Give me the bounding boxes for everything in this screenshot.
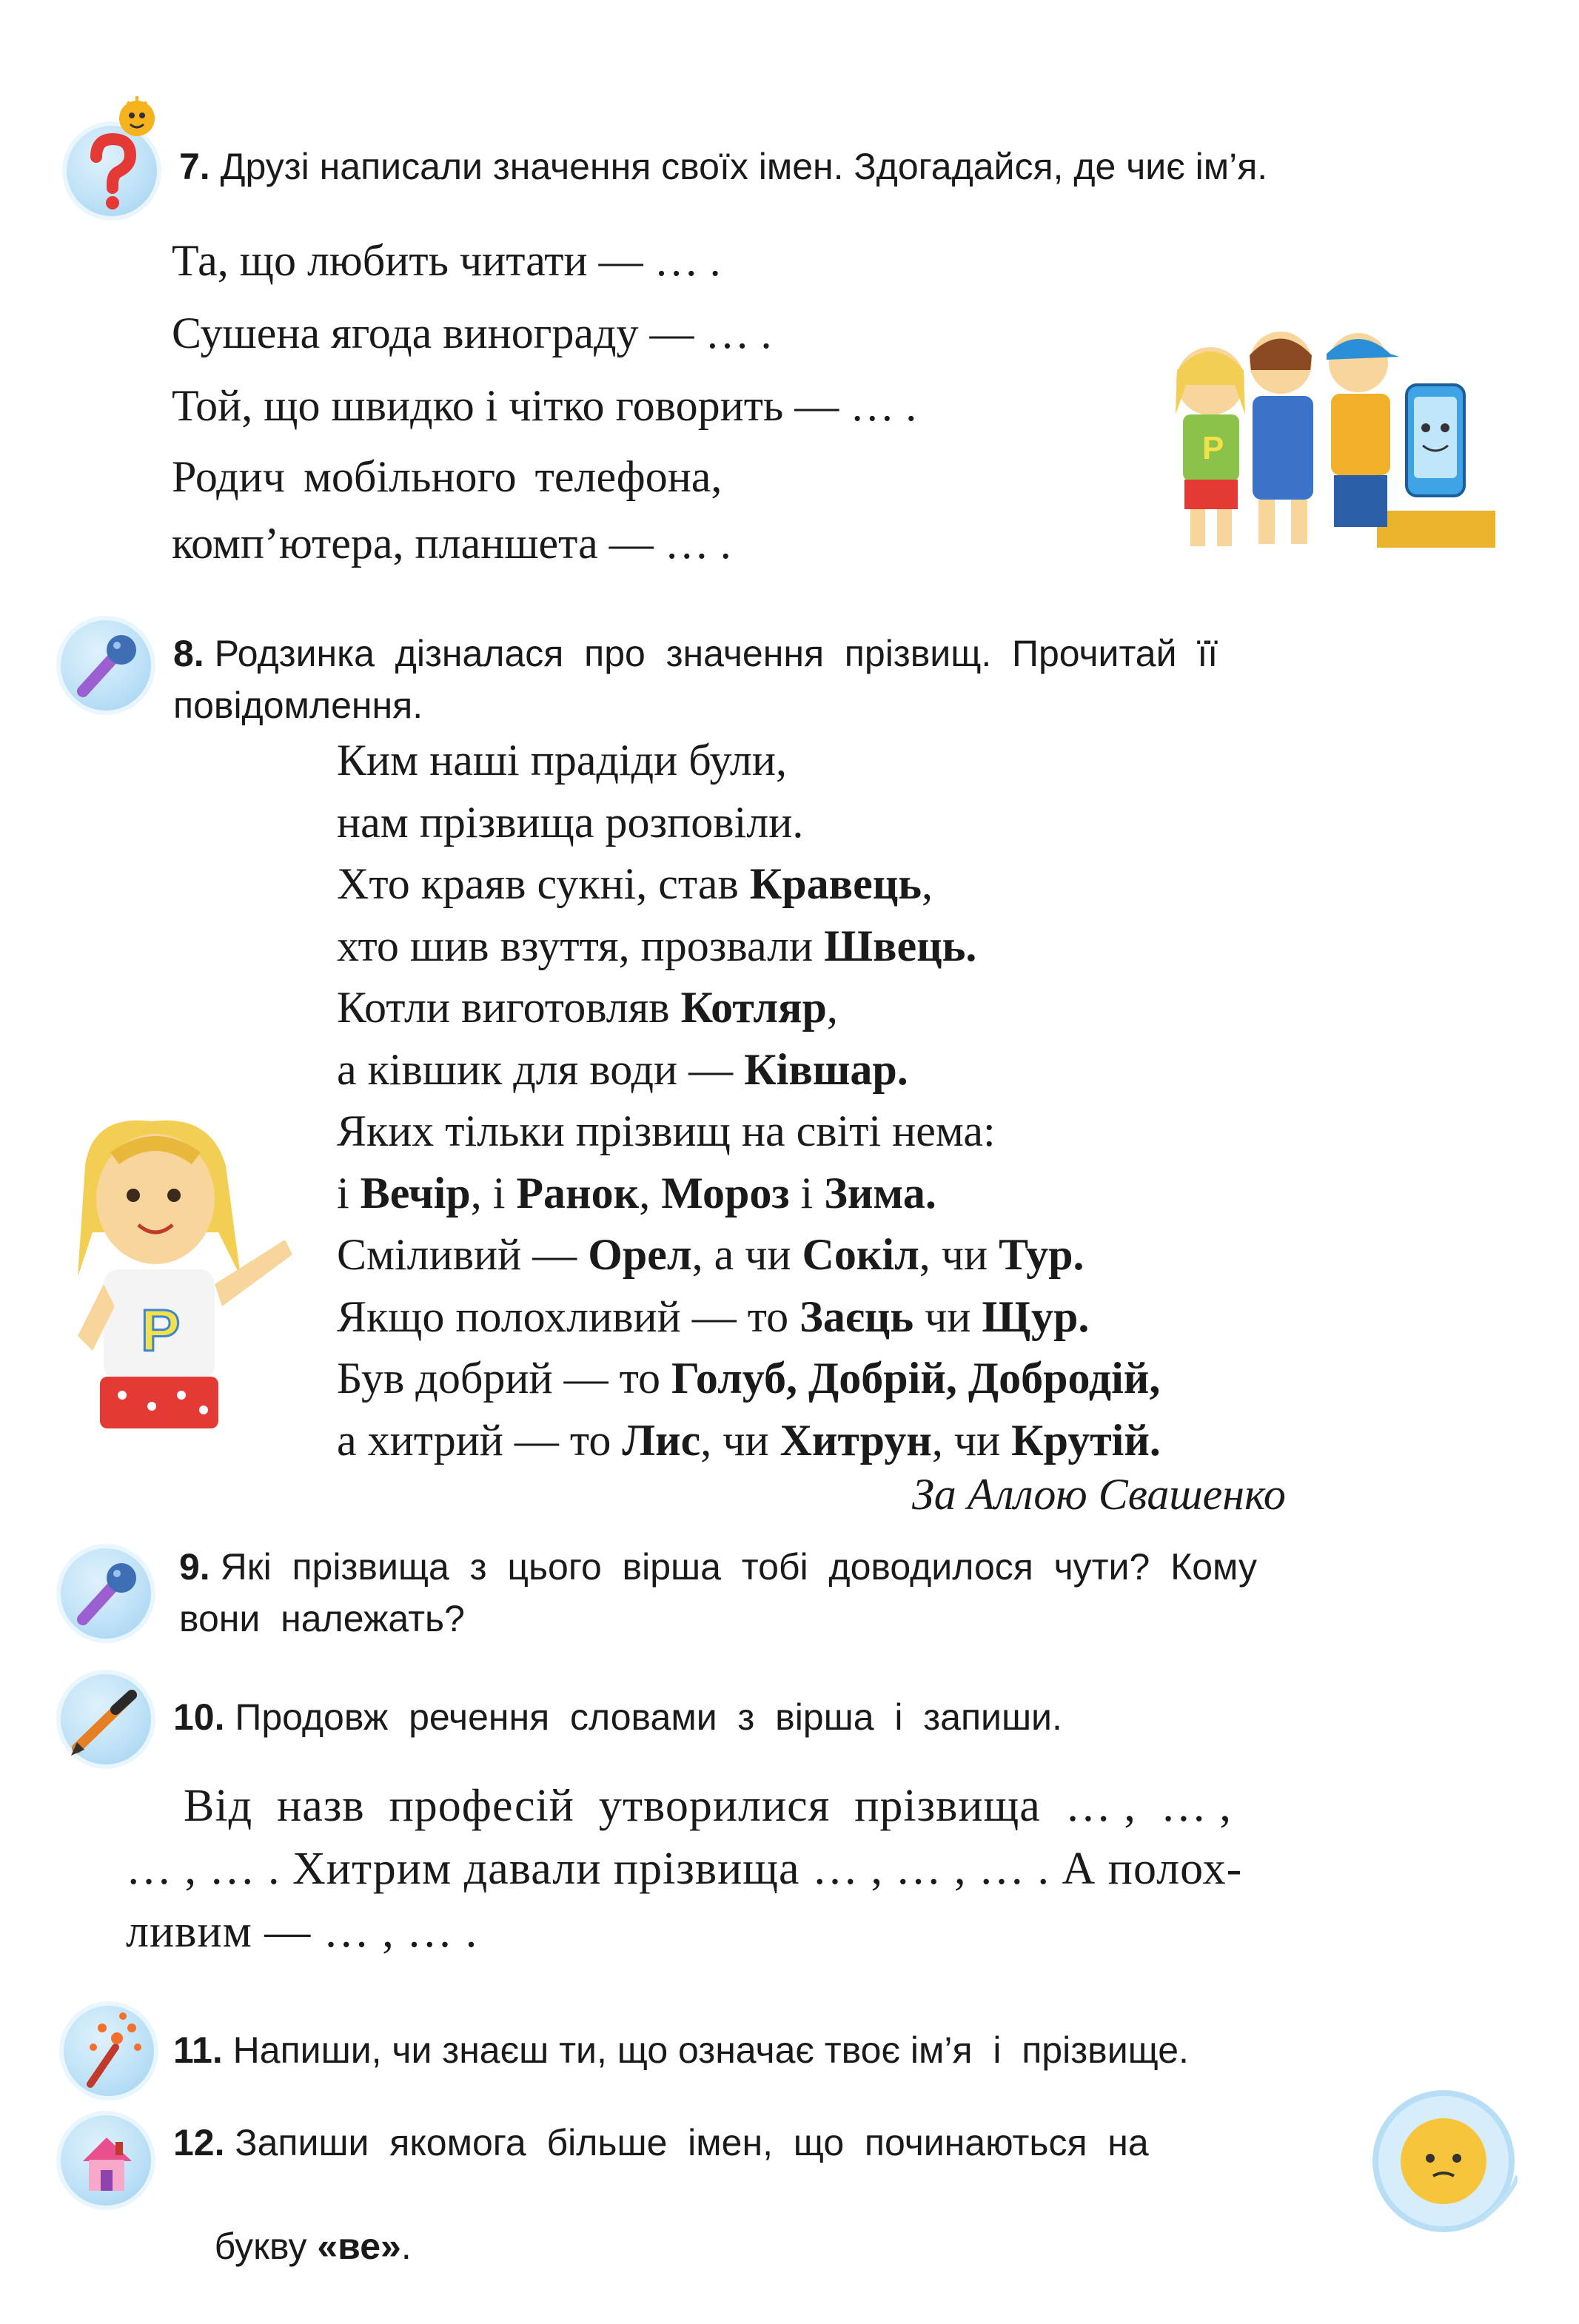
poem-text: Був добрий — то	[337, 1354, 671, 1403]
poem-line	[337, 1038, 908, 1101]
smiley-star-icon	[111, 90, 163, 142]
task7-line-1: Та, що любить читати — … .	[172, 236, 721, 285]
microphone-glyph	[61, 620, 151, 711]
house-glyph	[61, 2115, 151, 2206]
microphone-icon	[61, 620, 151, 711]
poem-line	[337, 853, 933, 915]
poem-surname: Ківшар.	[744, 1044, 908, 1094]
task8-number: 8.	[173, 633, 204, 674]
poem-line	[337, 1100, 996, 1162]
task7-prompt	[179, 141, 1267, 192]
poem-text: ,	[922, 859, 933, 908]
task12-letter: «ве»	[317, 2226, 401, 2267]
poem-text: , чи	[931, 1415, 1012, 1465]
poem-surname: Крутій.	[1011, 1415, 1161, 1465]
task7-line-4: Родич мобільного телефона,	[172, 452, 723, 501]
task12-prompt	[173, 2117, 1358, 2324]
task11-prompt-text: Напиши, чи знаєш ти, що означає твоє ім’я і прізвище.	[232, 2029, 1189, 2071]
task8-prompt-line1: Родзинка дізналася про значення прізвищ. Прочитай її	[214, 633, 1218, 674]
task9-line2: вони належать?	[179, 1598, 465, 1639]
poem-text: чи	[913, 1292, 982, 1341]
poem-text: Яких тільки прізвищ на світі нема:	[337, 1106, 996, 1155]
task11-prompt	[173, 2024, 1189, 2076]
magic-wand-glyph	[64, 2006, 154, 2096]
task7-line-5: комп’ютера, планшета — … .	[172, 519, 731, 568]
poem-text: Ким наші прадіди були,	[337, 736, 787, 785]
task9-number: 9.	[179, 1546, 210, 1588]
poem-line	[337, 915, 976, 977]
task8-prompt	[173, 628, 1469, 731]
task12-line2-prefix: букву	[214, 2226, 318, 2267]
kid-shirt-letter: P	[1202, 430, 1224, 466]
poem-surname: Котляр	[680, 983, 827, 1032]
poem-surname: Кравець	[749, 859, 922, 908]
pen-glyph	[61, 1674, 151, 1764]
poem-line	[337, 1162, 936, 1224]
task10-line-3: ливим — … , … .	[126, 1907, 478, 1957]
poem-surname: Лис	[622, 1415, 701, 1465]
task12-line2-suffix: .	[400, 2226, 412, 2267]
poem-line	[337, 1223, 1084, 1286]
poem-surname: Орел	[588, 1230, 692, 1279]
poem-line	[337, 1286, 1089, 1348]
task11-number: 11.	[173, 2029, 223, 2071]
poem-text: і	[789, 1168, 825, 1218]
poem-text: нам прізвища розповіли.	[337, 797, 804, 847]
children-illustration	[1155, 311, 1495, 555]
poem-text: Якщо полохливий — то	[337, 1292, 800, 1341]
poem-text: ,	[826, 983, 838, 1032]
task9-prompt	[179, 1541, 1475, 1645]
poem-surname: Вечір	[360, 1168, 471, 1218]
poem-line	[337, 976, 838, 1038]
microphone-icon	[61, 1548, 151, 1639]
task7-number: 7.	[179, 146, 210, 187]
poem-surname: Заєць	[799, 1292, 914, 1341]
microphone-glyph	[61, 1548, 151, 1639]
poem-text: , чи	[700, 1415, 780, 1465]
girl-illustration	[70, 1114, 352, 1440]
task12-number: 12.	[173, 2122, 225, 2163]
task10-line-1: Від назв професій утворилися прізвища … , … ,	[184, 1781, 1232, 1831]
task10-number: 10.	[173, 1696, 225, 1738]
poem-text: хто шив взуття, прозвали	[337, 921, 825, 970]
poem-surname: Зима.	[824, 1168, 936, 1218]
poem-text: , а чи	[691, 1230, 802, 1279]
poem-text: і	[337, 1168, 361, 1218]
poem-text: , і	[470, 1168, 517, 1218]
poem-attribution: За Аллою Свашенко	[912, 1470, 1286, 1519]
task10-prompt-text: Продовж речення словами з вірша і запиши.	[235, 1696, 1062, 1738]
poem-surname: Мороз	[661, 1168, 790, 1218]
house-icon	[61, 2115, 151, 2206]
poem-surname: Голуб, Добрій, Добродій,	[671, 1354, 1161, 1403]
poem-text: , чи	[919, 1230, 999, 1279]
poem-surname: Тур.	[999, 1230, 1084, 1279]
poem-surname: Швець.	[824, 921, 977, 970]
girl-shirt-letter: P	[141, 1297, 181, 1363]
task7-prompt-text: Друзі написали значення своїх імен. Здогадайся, де чиє ім’я.	[220, 146, 1268, 187]
poem-surname: Щур.	[982, 1292, 1090, 1341]
poem-text: а ківшик для води —	[337, 1044, 745, 1094]
task8-prompt-line2: повідомлення.	[173, 685, 423, 726]
poem-text: ,	[639, 1168, 662, 1218]
pen-icon	[61, 1674, 151, 1764]
poem-text: Сміливий —	[337, 1230, 589, 1279]
task7-line-2: Сушена ягода винограду — … .	[172, 309, 772, 357]
poem-surname: Ранок	[516, 1168, 640, 1218]
task9-line1: Які прізвища з цього вірша тобі доводилося чути? Кому	[220, 1546, 1257, 1588]
task10-prompt	[173, 1691, 1062, 1743]
poem-text: Хто краяв сукні, став	[337, 859, 750, 908]
poem-surname: Хитрун	[780, 1415, 932, 1465]
poem-text: Котли виготовляв	[337, 983, 681, 1032]
poem-line	[337, 1347, 1160, 1409]
task10-line-2: … , … . Хитрим давали прізвища … , … , … . А полох-	[126, 1844, 1243, 1894]
poem-text: а хитрий — то	[337, 1415, 623, 1465]
poem-line	[337, 729, 787, 791]
sun-mascot-icon	[1370, 2087, 1518, 2234]
task12-line1: Запиши якомога більше імен, що починаються на	[235, 2122, 1149, 2163]
poem-line	[337, 791, 803, 853]
task7-line-3: Той, що швидко і чітко говорить — … .	[172, 381, 917, 430]
poem-line	[337, 1409, 1161, 1471]
poem-surname: Сокіл	[802, 1230, 919, 1279]
magic-wand-icon	[64, 2006, 154, 2096]
